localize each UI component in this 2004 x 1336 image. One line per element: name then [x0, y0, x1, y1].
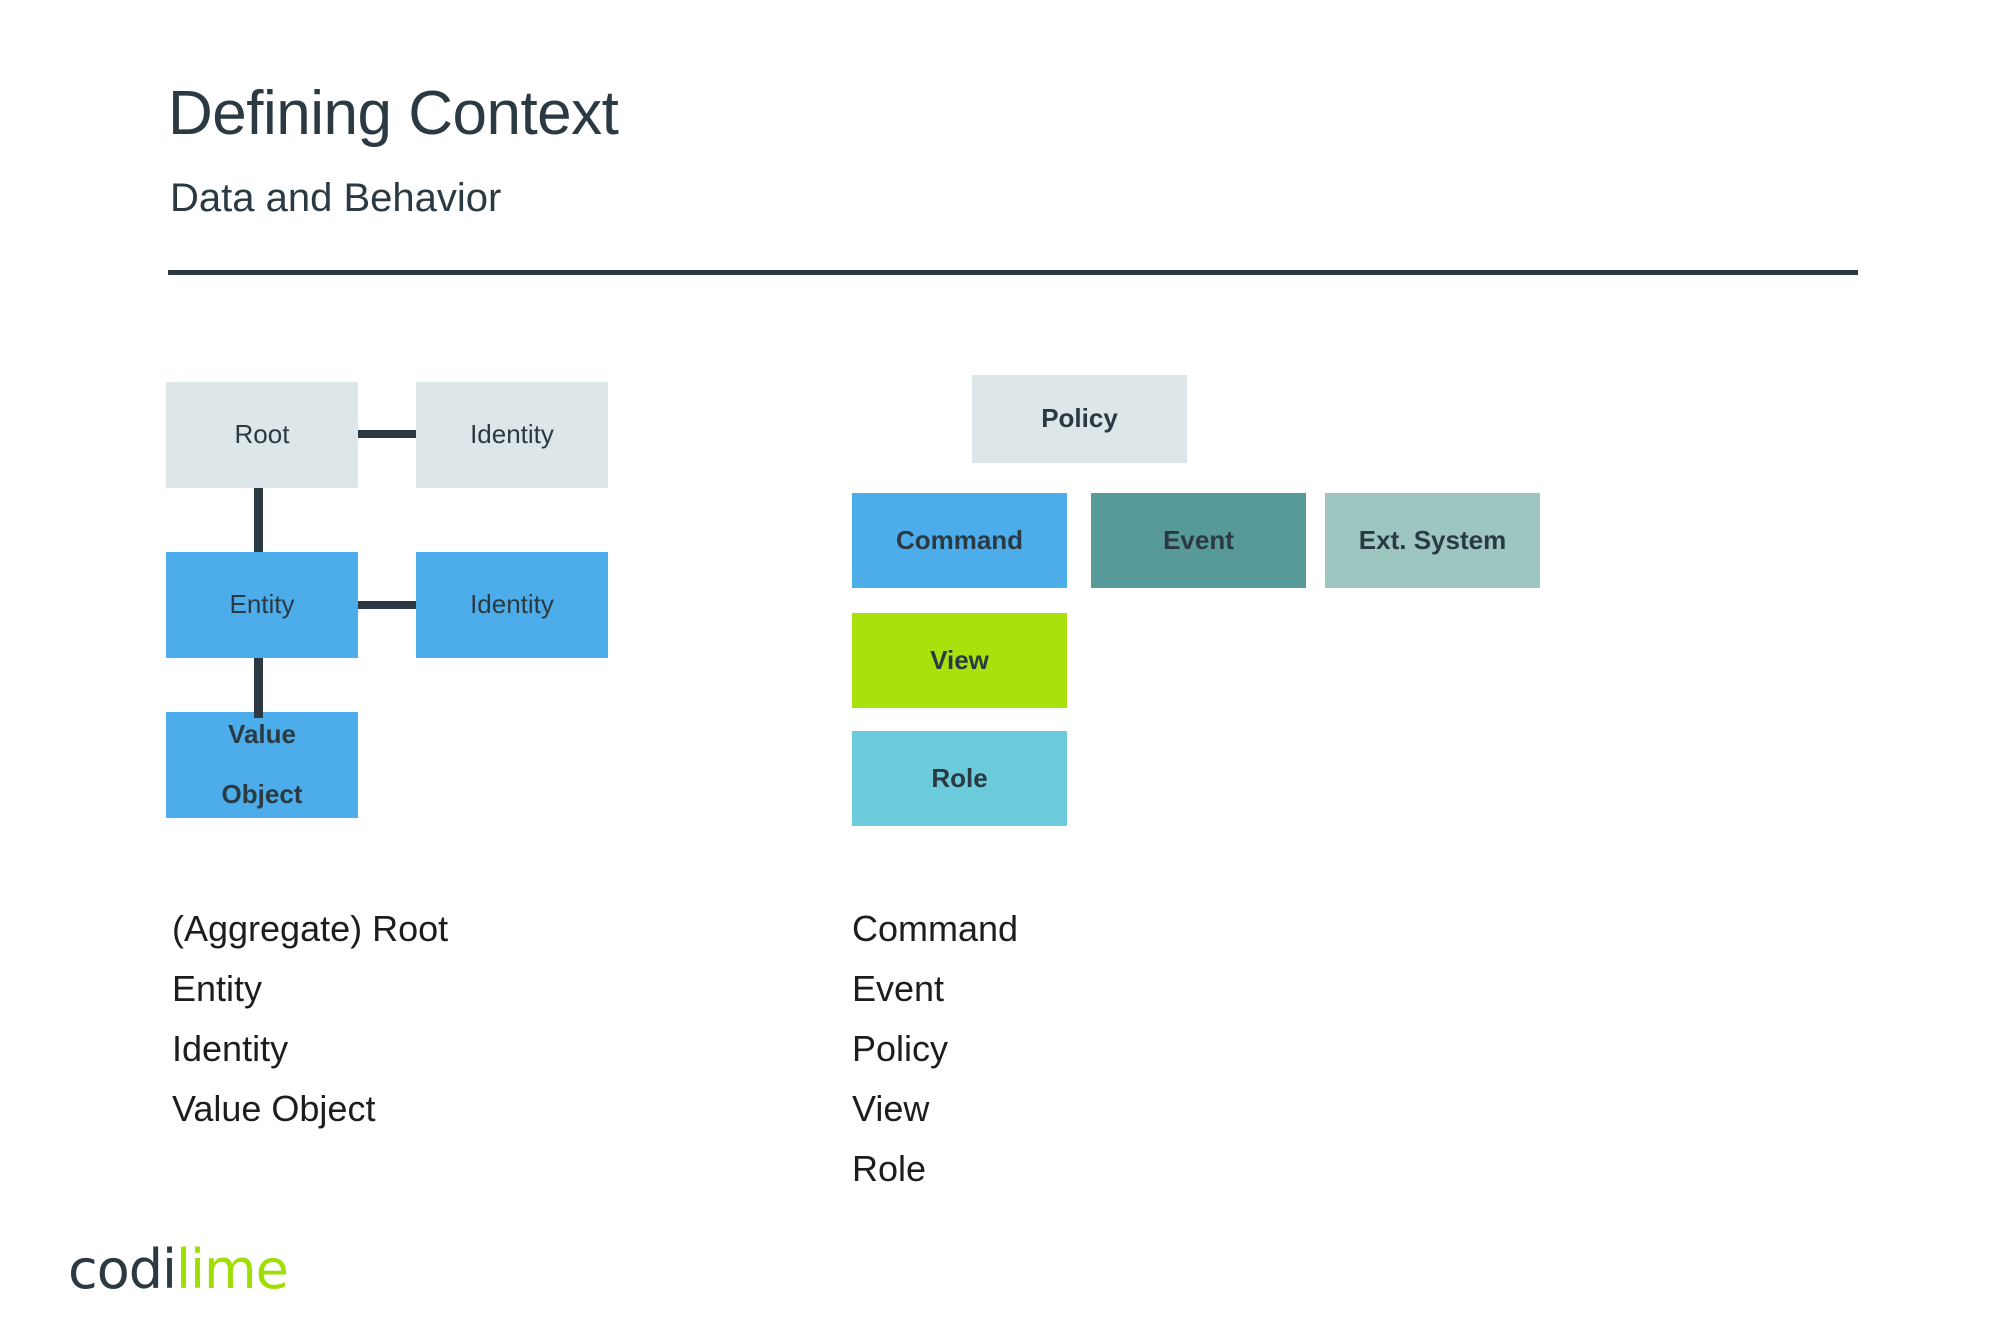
legend-behavior-item: View — [852, 1088, 930, 1129]
box-label: Object — [221, 778, 303, 809]
connector-root-entity — [254, 488, 263, 552]
header-divider — [168, 270, 1858, 275]
node-identity — [416, 552, 608, 658]
node-ext-system — [1325, 493, 1540, 588]
connector-entity-identity — [358, 601, 416, 609]
page-subtitle: Data and Behavior — [170, 176, 502, 220]
box-label: Command — [895, 524, 1024, 555]
legend-behavior-item: Role — [852, 1148, 927, 1189]
logo-part-lime: lime — [176, 1238, 288, 1301]
box-label: Policy — [1041, 403, 1118, 434]
legend-behavior-item: Policy — [852, 1028, 949, 1069]
node-root — [166, 382, 358, 488]
box-label: Role — [931, 762, 988, 793]
legend-data-item: (Aggregate) Root — [172, 908, 449, 949]
connector-entity-value-object — [254, 658, 263, 718]
box-label: Identity — [470, 419, 554, 450]
box-label: Ext. System — [1358, 524, 1507, 555]
node-role — [852, 731, 1067, 826]
node-command — [852, 493, 1067, 588]
box-label: Entity — [229, 589, 295, 620]
box-label: Event — [1163, 524, 1234, 555]
node-identity — [416, 382, 608, 488]
node-value-object — [166, 712, 358, 818]
node-policy — [972, 375, 1187, 463]
box-label: Identity — [470, 589, 554, 620]
connector-root-identity — [358, 430, 416, 438]
legend-data-item: Entity — [172, 968, 263, 1009]
box-label: Root — [234, 419, 290, 450]
logo-part-codi: codi — [68, 1238, 177, 1301]
box-label: View — [930, 644, 989, 675]
box-label: Value — [228, 719, 296, 750]
legend-data-item: Value Object — [172, 1088, 376, 1129]
node-view — [852, 613, 1067, 708]
legend-behavior-item: Event — [852, 968, 945, 1009]
legend-data-item: Identity — [172, 1028, 289, 1069]
node-event — [1091, 493, 1306, 588]
legend-behavior-item: Command — [852, 908, 1019, 949]
codilime-logo — [68, 1238, 288, 1301]
page-title: Defining Context — [168, 79, 619, 148]
node-entity — [166, 552, 358, 658]
